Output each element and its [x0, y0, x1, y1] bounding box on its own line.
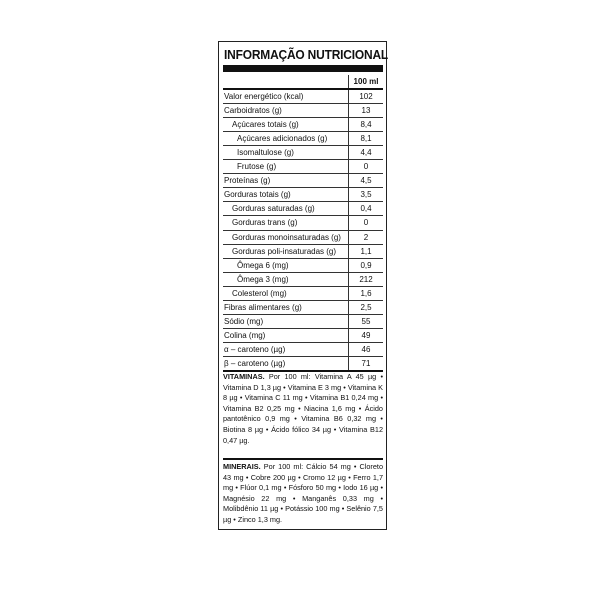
nutrient-name: Açúcares adicionados (g): [223, 132, 349, 146]
nutrient-name: Fibras alimentares (g): [223, 300, 349, 314]
table-row: [223, 314, 383, 328]
nutrient-name: Gorduras saturadas (g): [223, 202, 349, 216]
nutrient-name: Isomaltulose (g): [223, 146, 349, 160]
nutrient-name: Colina (mg): [223, 328, 349, 342]
table-row: [223, 118, 383, 132]
table-row: [223, 230, 383, 244]
vitamins-heading: VITAMINAS.: [223, 372, 265, 381]
table-row: [223, 300, 383, 314]
nutrient-value: 46: [349, 342, 384, 356]
table-row: [223, 328, 383, 342]
nutrient-name: Açúcares totais (g): [223, 118, 349, 132]
title-divider-bar: [223, 65, 383, 72]
nutrient-value: 4,4: [349, 146, 384, 160]
nutrient-value: 1,6: [349, 286, 384, 300]
vitamins-section: [223, 372, 383, 446]
minerals-text: Por 100 ml: Cálcio 54 mg • Cloreto 43 mg • Cobre 200 µg • Cromo 12 µg • Ferro 1,7 mg • Flúor 0,1 mg • Fósforo 50 mg • Iodo 16 µg • Magnésio 22 mg • Manganês 0,33 mg • Molibdênio 11 µg • Potássio 100 mg • Selênio 7,5 µg • Zinco 1,3 mg.: [223, 462, 383, 524]
column-header: 100 ml: [349, 75, 384, 89]
nutrient-value: 102: [349, 89, 384, 104]
nutrient-value: 212: [349, 272, 384, 286]
nutrient-value: 8,1: [349, 132, 384, 146]
nutrient-name: Sódio (mg): [223, 314, 349, 328]
nutrient-name: Gorduras totais (g): [223, 188, 349, 202]
nutrient-name: β – caroteno (µg): [223, 356, 349, 371]
nutrient-value: 0: [349, 216, 384, 230]
nutrient-value: 2: [349, 230, 384, 244]
nutrient-value: 3,5: [349, 188, 384, 202]
table-row: [223, 356, 383, 371]
nutrition-table-body: [223, 75, 383, 371]
nutrient-value: 0,4: [349, 202, 384, 216]
table-row: [223, 272, 383, 286]
nutrient-name: Ômega 3 (mg): [223, 272, 349, 286]
nutrient-value: 2,5: [349, 300, 384, 314]
table-row: [223, 216, 383, 230]
nutrient-value: 4,5: [349, 174, 384, 188]
table-row: [223, 160, 383, 174]
nutrient-value: 0: [349, 160, 384, 174]
nutrient-name: Gorduras trans (g): [223, 216, 349, 230]
nutrition-facts-label: [218, 41, 387, 530]
table-row: [223, 146, 383, 160]
nutrient-value: 71: [349, 356, 384, 371]
table-row: [223, 174, 383, 188]
table-row: [223, 188, 383, 202]
nutrient-name: Valor energético (kcal): [223, 89, 349, 104]
nutrition-table: [223, 75, 383, 372]
nutrient-name: Carboidratos (g): [223, 104, 349, 118]
header-blank-cell: [223, 75, 349, 89]
nutrient-name: Frutose (g): [223, 160, 349, 174]
table-row: [223, 286, 383, 300]
minerals-section: [223, 462, 383, 526]
nutrient-value: 8,4: [349, 118, 384, 132]
nutrient-value: 0,9: [349, 258, 384, 272]
nutrient-name: Gorduras monoinsaturadas (g): [223, 230, 349, 244]
table-header-row: [223, 75, 383, 89]
nutrient-name: Ômega 6 (mg): [223, 258, 349, 272]
table-row: [223, 104, 383, 118]
minerals-heading: MINERAIS.: [223, 462, 261, 471]
minerals-divider: [223, 458, 383, 460]
vitamins-text: Por 100 ml: Vitamina A 45 µg • Vitamina D 1,3 µg • Vitamina E 3 mg • Vitamina K 8 µg • Vitamina C 11 mg • Vitamina B1 0,24 mg • Vitamina B2 0,25 mg • Niacina 1,6 mg • Ácido pantotênico 0,9 mg • Vitamina B6 0,32 mg • Biotina 8 µg • Ácido fólico 34 µg • Vitamina B12 0,47 µg.: [223, 372, 383, 445]
nutrient-name: α – caroteno (µg): [223, 342, 349, 356]
nutrient-name: Proteínas (g): [223, 174, 349, 188]
table-row: [223, 89, 383, 104]
nutrient-value: 13: [349, 104, 384, 118]
table-row: [223, 342, 383, 356]
nutrient-name: Gorduras poli-insaturadas (g): [223, 244, 349, 258]
table-row: [223, 244, 383, 258]
table-row: [223, 132, 383, 146]
table-row: [223, 202, 383, 216]
nutrient-name: Colesterol (mg): [223, 286, 349, 300]
nutrient-value: 49: [349, 328, 384, 342]
label-title: INFORMAÇÃO NUTRICIONAL: [224, 47, 389, 62]
table-row: [223, 258, 383, 272]
nutrient-value: 55: [349, 314, 384, 328]
nutrient-value: 1,1: [349, 244, 384, 258]
